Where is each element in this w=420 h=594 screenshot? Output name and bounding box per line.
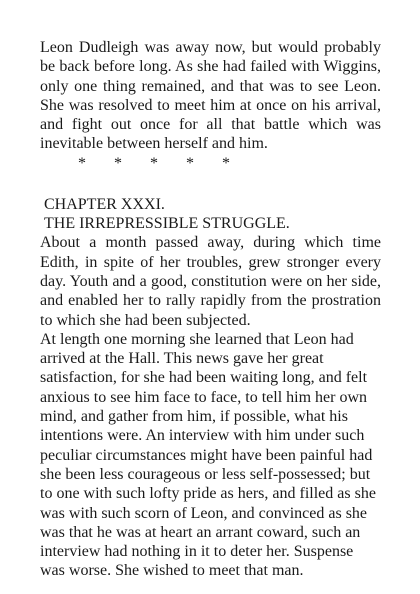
section-gap [40,173,381,195]
separator-star: * [114,154,122,172]
document-page [40,38,381,581]
separator-star: * [78,154,86,172]
chapter-title: THE IRREPRESSIBLE STRUGGLE. [44,215,290,233]
paragraph-leon-arrived: At length one morning she learned that Leon had arrived at the Hall. This news gave her great satisfaction, for she had been waiting long, and felt anxious to see him face to face, to tell him her own mind, and gather from him, if possible, what his intentions were. An interview with him under such peculiar circumstances might have been painful had she been less courageous or less self-possessed; but to one with such lofty pride as hers, and filled as she was with such scorn of Leon, and convinced as she was that he was at heart an arrant coward, such an interview had nothing in it to deter her. Suspense was worse. She wished to meet that man. [40,330,376,580]
paragraph-month-passed: About a month passed away, during which time Edith, in spite of her troubles, grew stronger every day. Youth and a good, constitution were on her side, and enabled her to rally rapidly from the prostration to which she had been subjected. [40,234,381,329]
section-separator [40,154,381,173]
chapter-number: CHAPTER XXXI. [44,195,165,213]
separator-star: * [186,154,194,172]
separator-star: * [222,154,230,172]
paragraph-leon-away: Leon Dudleigh was away now, but would probably be back before long. As she had failed with Wiggins, only one thing remained, and that was to see Leon. She was resolved to meet him at once on his arrival, and fight out once for all that battle which was inevitable between herself and him. [40,39,381,153]
separator-star: * [150,154,158,172]
